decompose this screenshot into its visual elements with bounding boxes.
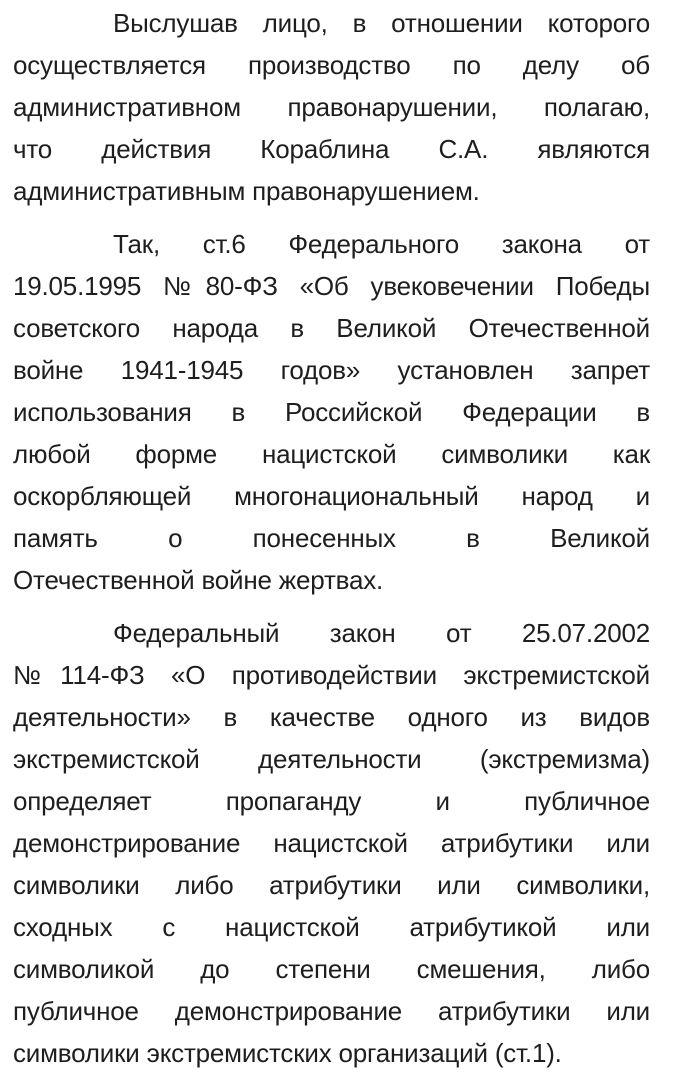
text-line: осуществляется производство по делу об xyxy=(13,50,650,80)
text-line: символикой до степени смешения, либо xyxy=(13,954,650,984)
text-line: Так, ст.6 Федерального закона от xyxy=(113,229,650,259)
text-line: Выслушав лицо, в отношении которого xyxy=(113,8,650,38)
text-line: демонстрирование нацистской атрибутики или xyxy=(13,828,650,858)
text-line: Отечественной войне жертвах. xyxy=(13,565,384,595)
text-line: публичное демонстрирование атрибутики или xyxy=(13,996,650,1026)
paragraph-2 xyxy=(13,223,650,601)
text-line: символики либо атрибутики или символики, xyxy=(13,870,650,900)
text-line: административном правонарушении, полагаю, xyxy=(13,92,650,122)
text-line: оскорбляющей многонациональный народ и xyxy=(13,481,650,511)
text-line: экстремистской деятельности (экстремизма) xyxy=(13,744,650,774)
text-line: что действия Кораблина С.А. являются xyxy=(13,134,650,164)
text-line: 19.05.1995 №80-ФЗ «Об увековечении Победы xyxy=(13,271,650,301)
text-line: использования в Российской Федерации в xyxy=(13,397,650,427)
text-line: память о понесенных в Великой xyxy=(13,523,650,553)
text-line: Федеральный закон от 25.07.2002 xyxy=(113,618,650,648)
text-line: войне 1941-1945 годов» установлен запрет xyxy=(13,355,650,385)
text-line: советского народа в Великой Отечественной xyxy=(13,313,650,343)
text-line: определяет пропаганду и публичное xyxy=(13,786,650,816)
text-line: любой форме нацистской символики как xyxy=(13,439,650,469)
paragraph-1 xyxy=(13,2,650,212)
text-line: сходных с нацистской атрибутикой или xyxy=(13,912,650,942)
text-line: административным правонарушением. xyxy=(13,176,480,206)
paragraph-3 xyxy=(13,612,650,1074)
text-line: символики экстремистских организаций (ст.1). xyxy=(13,1038,562,1068)
text-line: №114-ФЗ «О противодействии экстремистской xyxy=(13,660,650,690)
text-line: деятельности» в качестве одного из видов xyxy=(13,702,650,732)
